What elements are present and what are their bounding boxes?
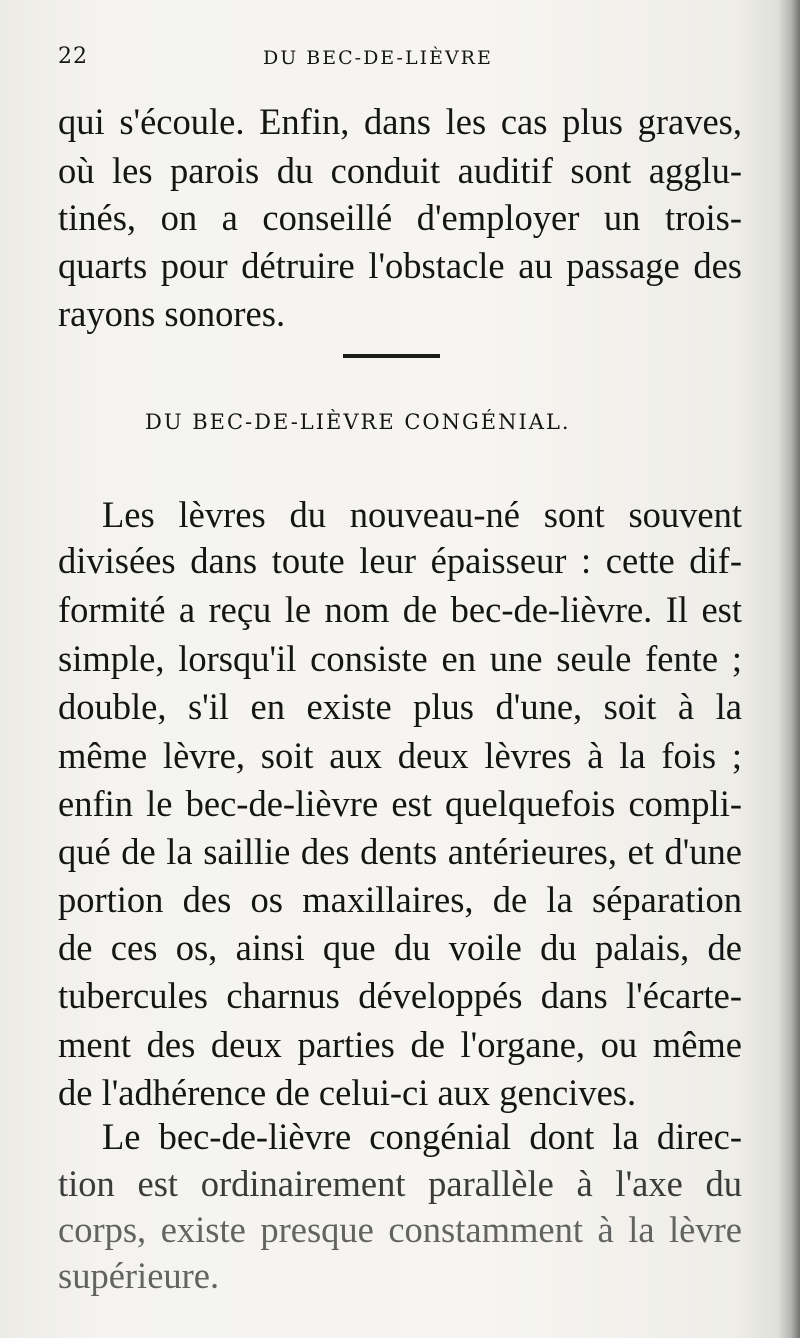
text-line: Le bec-de-lièvre congénial dont la direc- <box>102 1116 742 1157</box>
text-line: de l'adhérence de celui-ci aux gencives. <box>58 1072 637 1113</box>
section-title: DU BEC-DE-LIÈVRE CONGÉNIAL. <box>145 410 571 434</box>
text-line: supérieure. <box>58 1255 220 1296</box>
text-line: quarts pour détruire l'obstacle au passage des <box>58 245 742 286</box>
text-line: double, s'il en existe plus d'une, soit à la <box>58 686 742 727</box>
text-line: simple, lorsqu'il consiste en une seule fente ; <box>58 638 742 679</box>
text-line: ment des deux parties de l'organe, ou même <box>58 1024 742 1065</box>
text-line: même lèvre, soit aux deux lèvres à la fois ; <box>58 735 742 776</box>
text-line: divisées dans toute leur épaisseur : cette dif- <box>58 540 742 581</box>
text-line: de ces os, ainsi que du voile du palais, de <box>58 927 742 968</box>
page-header <box>58 44 738 78</box>
text-line: Les lèvres du nouveau-né sont souvent <box>102 494 742 535</box>
text-line: tubercules charnus développés dans l'écarte- <box>58 975 742 1016</box>
text-line: qui s'écoule. Enfin, dans les cas plus graves, <box>58 101 742 142</box>
text-line: portion des os maxillaires, de la séparation <box>58 879 742 920</box>
text-line: rayons sonores. <box>58 293 286 334</box>
page-edge-shadow <box>778 0 800 1338</box>
page-number: 22 <box>58 44 88 69</box>
text-line: qué de la saillie des dents antérieures, et d'une <box>58 831 742 872</box>
section-divider <box>343 354 440 358</box>
text-line: tinés, on a conseillé d'employer un trois- <box>58 197 742 238</box>
text-line: formité a reçu le nom de bec-de-lièvre. Il est <box>58 589 742 630</box>
text-line: où les parois du conduit auditif sont agglu- <box>58 150 742 191</box>
text-line: corps, existe presque constamment à la lèvre <box>58 1209 742 1250</box>
text-line: enfin le bec-de-lièvre est quelquefois compli- <box>58 783 742 824</box>
running-head: DU BEC-DE-LIÈVRE <box>263 47 493 69</box>
text-line: tion est ordinairement parallèle à l'axe du <box>58 1163 742 1204</box>
